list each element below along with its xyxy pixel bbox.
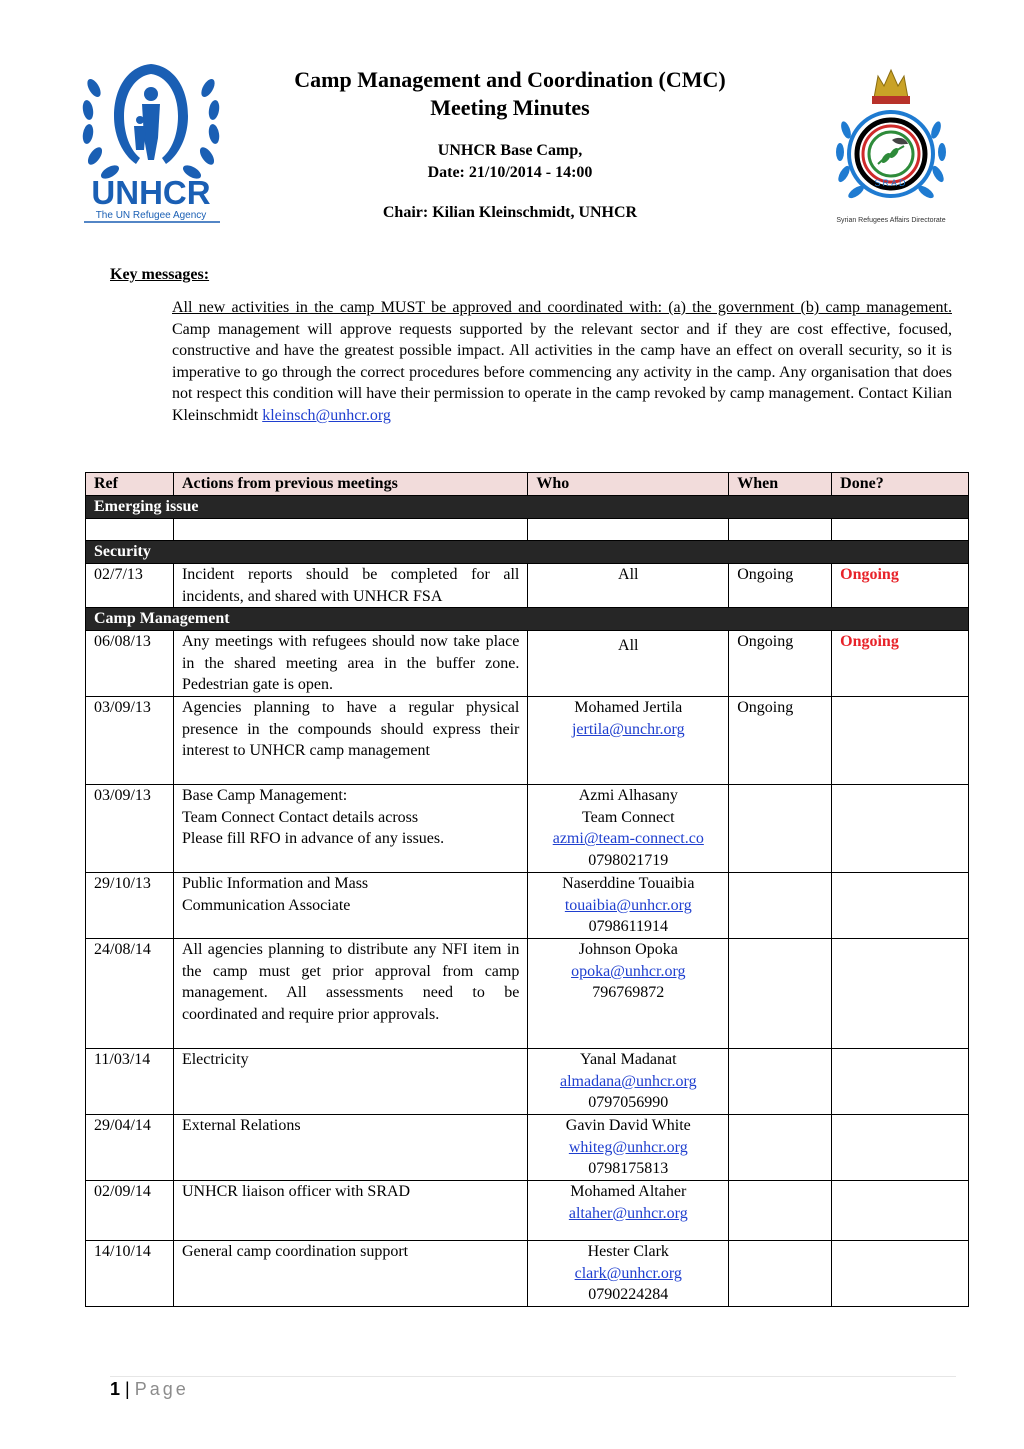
col-header-when: When xyxy=(729,473,832,496)
when-cell: Ongoing xyxy=(729,564,832,608)
meeting-date: Date: 21/10/2014 - 14:00 xyxy=(427,164,593,181)
contact-name: Naserddine Touaibia xyxy=(562,875,695,893)
action-line: Team Connect Contact details across xyxy=(181,808,419,826)
contact-email-link[interactable]: almadana@unhcr.org xyxy=(559,1072,697,1090)
who-cell xyxy=(528,697,729,785)
meeting-location: UNHCR Base Camp, xyxy=(437,142,583,159)
action-cell: UNHCR liaison officer with SRAD xyxy=(173,1181,527,1241)
table-header-row xyxy=(86,473,969,496)
action-cell xyxy=(173,873,527,939)
when-cell xyxy=(729,1049,832,1115)
contact-phone: 0797056990 xyxy=(588,1094,669,1112)
action-cell: Electricity xyxy=(173,1049,527,1115)
table-row xyxy=(86,873,969,939)
col-header-done: Done? xyxy=(832,473,969,496)
contact-name: Mohamed Jertila xyxy=(574,699,683,717)
section-row-camp-management xyxy=(86,608,969,631)
ref-cell: 24/08/14 xyxy=(86,939,174,1049)
section-row-security xyxy=(86,541,969,564)
contact-email-link[interactable]: touaibia@unhcr.org xyxy=(564,896,692,914)
page-footer xyxy=(110,1379,189,1400)
col-header-who: Who xyxy=(528,473,729,496)
contact-phone: 0798175813 xyxy=(588,1160,669,1178)
table-row xyxy=(86,1115,969,1181)
who-cell xyxy=(528,785,729,873)
col-header-actions: Actions from previous meetings xyxy=(173,473,527,496)
document-title: Camp Management and Coordination (CMC) xyxy=(294,67,726,92)
who-cell: All xyxy=(528,564,729,608)
ref-cell: 03/09/13 xyxy=(86,785,174,873)
section-label: Camp Management xyxy=(86,608,969,631)
when-cell xyxy=(729,939,832,1049)
done-cell: Ongoing xyxy=(832,631,969,697)
document-header xyxy=(250,66,770,224)
contact-email-link[interactable]: altaher@unhcr.org xyxy=(568,1204,688,1222)
page-number: 1 xyxy=(110,1379,121,1399)
action-cell: Any meetings with refugees should now take place in the shared meeting area in the buffer zone. Pedestrian gate is open. xyxy=(173,631,527,697)
done-cell xyxy=(832,785,969,873)
when-cell xyxy=(729,1241,832,1307)
table-row xyxy=(86,564,969,608)
page-label: Page xyxy=(134,1379,189,1399)
table-row xyxy=(86,1241,969,1307)
when-cell xyxy=(729,1181,832,1241)
done-cell xyxy=(832,873,969,939)
actions-table xyxy=(85,472,969,1307)
ref-cell: 03/09/13 xyxy=(86,697,174,785)
contact-phone: 0798021719 xyxy=(588,851,669,869)
table-row xyxy=(86,939,969,1049)
action-line: Base Camp Management: xyxy=(181,787,348,805)
done-cell xyxy=(832,939,969,1049)
who-cell xyxy=(528,1115,729,1181)
table-row xyxy=(86,697,969,785)
contact-email-link[interactable]: opoka@unhcr.org xyxy=(571,962,686,980)
ref-cell: 02/7/13 xyxy=(86,564,174,608)
key-messages-underlined: All new activities in the camp MUST be approved and coordinated with: (a) the government (b) camp management. xyxy=(172,299,952,316)
when-cell: Ongoing xyxy=(729,697,832,785)
table-cell xyxy=(173,519,527,541)
done-cell xyxy=(832,1115,969,1181)
contact-name: Hester Clark xyxy=(587,1243,669,1261)
action-line: Public Information and Mass xyxy=(181,875,369,893)
contact-phone: 0790224284 xyxy=(588,1286,669,1304)
table-row xyxy=(86,1181,969,1241)
contact-name: Gavin David White xyxy=(565,1117,691,1135)
table-cell xyxy=(729,519,832,541)
when-cell xyxy=(729,873,832,939)
when-cell xyxy=(729,1115,832,1181)
contact-org: Team Connect xyxy=(581,808,675,826)
svg-text:SRAD: SRAD xyxy=(874,178,908,188)
table-row-empty xyxy=(86,519,969,541)
action-cell xyxy=(173,785,527,873)
action-cell: Incident reports should be completed for all incidents, and shared with UNHCR FSA xyxy=(173,564,527,608)
section-row-emerging xyxy=(86,496,969,519)
contact-email-link[interactable]: whiteg@unhcr.org xyxy=(568,1138,688,1156)
unhcr-logo xyxy=(80,58,222,226)
ref-cell: 11/03/14 xyxy=(86,1049,174,1115)
done-cell xyxy=(832,1049,969,1115)
contact-name: Johnson Opoka xyxy=(578,941,678,959)
svg-text:UNHCR: UNHCR xyxy=(91,174,211,211)
who-cell: All xyxy=(528,631,729,697)
when-cell xyxy=(729,785,832,873)
who-cell xyxy=(528,1049,729,1115)
who-cell xyxy=(528,1181,729,1241)
contact-email-link[interactable]: clark@unhcr.org xyxy=(574,1264,682,1282)
svg-text:The UN Refugee Agency: The UN Refugee Agency xyxy=(95,210,207,221)
page-separator: | xyxy=(125,1379,130,1399)
contact-phone: 796769872 xyxy=(592,984,665,1002)
srad-emblem xyxy=(826,60,956,230)
footer-rule xyxy=(110,1376,956,1377)
table-cell xyxy=(832,519,969,541)
action-cell: General camp coordination support xyxy=(173,1241,527,1307)
action-cell: All agencies planning to distribute any NFI item in the camp must get prior approval from camp management. All assessments need to be coordinated and require prior approvals. xyxy=(173,939,527,1049)
col-header-ref: Ref xyxy=(86,473,174,496)
done-cell xyxy=(832,1241,969,1307)
when-cell: Ongoing xyxy=(729,631,832,697)
contact-email-link[interactable]: kleinsch@unhcr.org xyxy=(262,406,391,424)
contact-name: Azmi Alhasany xyxy=(578,787,678,805)
done-cell xyxy=(832,697,969,785)
table-cell xyxy=(528,519,729,541)
action-cell: External Relations xyxy=(173,1115,527,1181)
who-cell xyxy=(528,873,729,939)
key-messages-paragraph xyxy=(172,297,952,427)
action-cell: Agencies planning to have a regular physical presence in the compounds should express their interest to UNHCR camp management xyxy=(173,697,527,785)
contact-email-link[interactable]: jertila@unchr.org xyxy=(571,720,685,738)
contact-email-link[interactable]: azmi@team-connect.co xyxy=(552,830,704,848)
who-cell xyxy=(528,1241,729,1307)
section-label: Security xyxy=(86,541,969,564)
table-row xyxy=(86,631,969,697)
table-cell xyxy=(86,519,174,541)
contact-name: Mohamed Altaher xyxy=(570,1183,687,1201)
who-cell xyxy=(528,939,729,1049)
ref-cell: 29/10/13 xyxy=(86,873,174,939)
svg-text:Syrian Refugees Affairs Direct: Syrian Refugees Affairs Directorate xyxy=(836,217,946,224)
done-cell xyxy=(832,1181,969,1241)
key-messages-heading: Key messages: xyxy=(110,266,210,283)
done-cell: Ongoing xyxy=(832,564,969,608)
ref-cell: 14/10/14 xyxy=(86,1241,174,1307)
contact-phone: 0798611914 xyxy=(588,918,668,936)
table-row xyxy=(86,1049,969,1115)
ref-cell: 02/09/14 xyxy=(86,1181,174,1241)
key-messages-body: Camp management will approve requests supported by the relevant sector and if they are cost effective, focused, constructive and have the greatest possible impact. All activities in the camp have an effect on overall security, so it is imperative to go through the correct procedures before commencing any activity in the camp. Any organisation that does not respect this condition will have their permission to operate in the camp revoked by camp management. Contact Kilian Kleinschmidt xyxy=(172,320,952,424)
action-line: Communication Associate xyxy=(181,896,351,914)
meeting-chair: Chair: Kilian Kleinschmidt, UNHCR xyxy=(382,204,638,221)
section-label: Emerging issue xyxy=(86,496,969,519)
document-subtitle: Meeting Minutes xyxy=(430,95,590,120)
table-row xyxy=(86,785,969,873)
contact-name: Yanal Madanat xyxy=(579,1051,677,1069)
ref-cell: 29/04/14 xyxy=(86,1115,174,1181)
ref-cell: 06/08/13 xyxy=(86,631,174,697)
action-line: Please fill RFO in advance of any issues. xyxy=(181,830,445,848)
